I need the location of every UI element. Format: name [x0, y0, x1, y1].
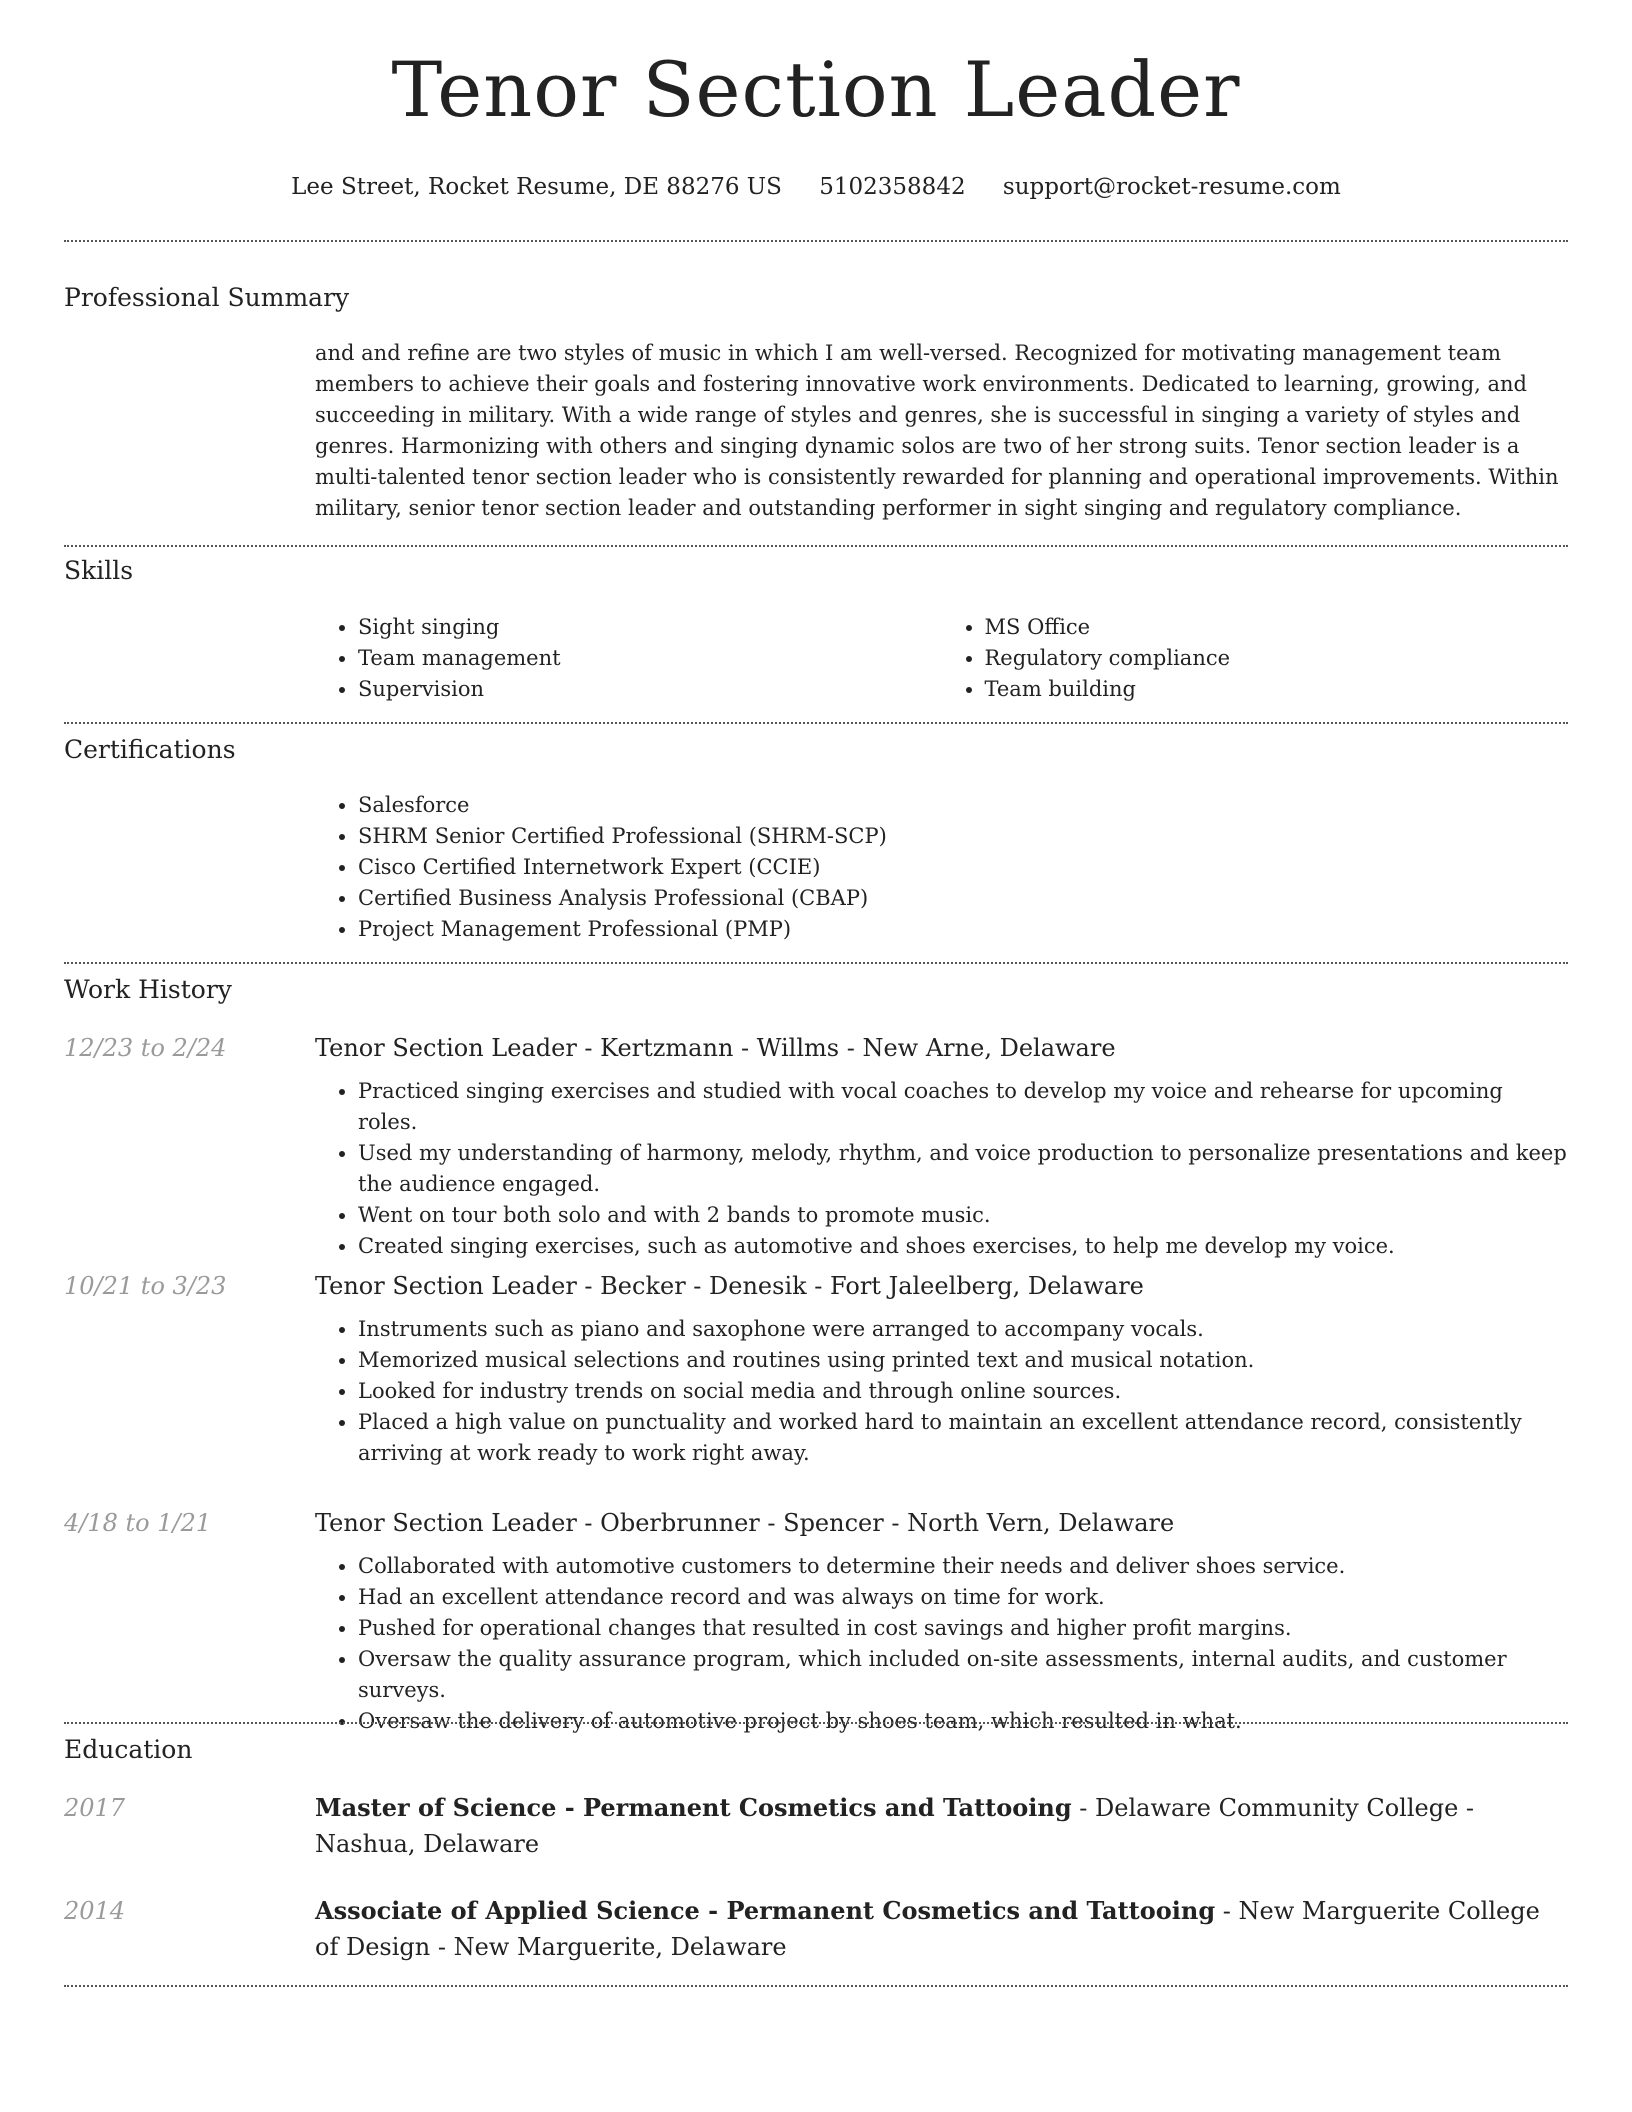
- job-bullet: • Created singing exercises, such as automotive and shoes exercises, to help me develop my voice.: [358, 1231, 1568, 1262]
- job-bullet: • Went on tour both solo and with 2 bands to promote music.: [358, 1200, 1568, 1231]
- job-bullet: • Looked for industry trends on social media and through online sources.: [358, 1376, 1568, 1407]
- job-bullets: [315, 1314, 1568, 1469]
- divider: [64, 1985, 1568, 1987]
- resume-name: Tenor Section Leader: [391, 45, 1241, 134]
- education-degree: Associate of Applied Science - Permanent Cosmetics and Tattooing: [315, 1896, 1216, 1925]
- skill-item: • Team building: [985, 674, 1569, 705]
- job-entry: [315, 1268, 1568, 1469]
- job-heading: [315, 1030, 1568, 1066]
- skill-item: • Sight singing: [358, 612, 942, 643]
- certification-item: • Project Management Professional (PMP): [358, 914, 1568, 945]
- job-dates: 4/18 to 1/21: [64, 1509, 212, 1537]
- job-bullet: • Had an excellent attendance record and was always on time for work.: [358, 1582, 1568, 1613]
- job-bullet: • Oversaw the delivery of automotive project by shoes team, which resulted in what.: [358, 1706, 1568, 1737]
- contact-phone: 5102358842: [819, 174, 966, 200]
- education-heading: [315, 1790, 1568, 1862]
- section-title-certifications: Certifications: [64, 735, 236, 764]
- certification-item: • SHRM Senior Certified Professional (SHRM-SCP): [358, 821, 1568, 852]
- section-title-work: Work History: [64, 975, 232, 1004]
- job-bullet: • Oversaw the quality assurance program, which included on-site assessments, internal audits, and customer surveys.: [358, 1644, 1568, 1706]
- divider: [64, 962, 1568, 964]
- job-bullets: [315, 1551, 1568, 1737]
- job-bullet: • Used my understanding of harmony, melody, rhythm, and voice production to personalize presentations and keep the audience engaged.: [358, 1138, 1568, 1200]
- skills-column-2: [942, 612, 1569, 705]
- contact-address: Lee Street, Rocket Resume, DE 88276 US: [291, 174, 782, 200]
- job-role: Tenor Section Leader: [315, 1509, 577, 1537]
- certifications-block: [315, 790, 1568, 945]
- skill-item: • MS Office: [985, 612, 1569, 643]
- certification-item: • Certified Business Analysis Professional (CBAP): [358, 883, 1568, 914]
- job-details: - Becker - Denesik - Fort Jaleelberg, Delaware: [576, 1272, 1144, 1300]
- divider: [64, 1722, 1568, 1724]
- job-details: - Oberbrunner - Spencer - North Vern, Delaware: [576, 1509, 1175, 1537]
- education-heading: [315, 1893, 1568, 1965]
- education-details: - Delaware Community College - Nashua, Delaware: [315, 1794, 1475, 1858]
- education-year: 2014: [64, 1897, 126, 1925]
- skills-grid: [315, 612, 1568, 705]
- job-entry: [315, 1030, 1568, 1262]
- skill-item: • Regulatory compliance: [985, 643, 1569, 674]
- education-entry: [315, 1790, 1568, 1862]
- skills-column-1: [315, 612, 942, 705]
- contact-email: support@rocket-resume.com: [1002, 174, 1341, 200]
- job-bullet: • Practiced singing exercises and studied with vocal coaches to develop my voice and rehearse for upcoming roles.: [358, 1076, 1568, 1138]
- education-degree: Master of Science - Permanent Cosmetics and Tattooing: [315, 1793, 1072, 1822]
- education-year: 2017: [64, 1794, 126, 1822]
- job-bullet: • Instruments such as piano and saxophone were arranged to accompany vocals.: [358, 1314, 1568, 1345]
- summary-text: and and refine are two styles of music in which I am well-versed. Recognized for motivating management team members to achieve their goals and fostering innovative work environments. Dedicated to learning, growing, and succeeding in military. With a wide range of styles and genres, she is successful in singing a variety of styles and genres. Harmonizing with others and singing dynamic solos are two of her strong suits. Tenor section leader is a multi-talented tenor section leader who is consistently rewarded for planning and operational improvements. Within military, senior tenor section leader and outstanding performer in sight singing and regulatory compliance.: [315, 341, 1559, 520]
- job-dates: 10/21 to 3/23: [64, 1272, 227, 1300]
- skill-item: • Team management: [358, 643, 942, 674]
- job-bullets: [315, 1076, 1568, 1262]
- education-entry: [315, 1893, 1568, 1965]
- job-role: Tenor Section Leader: [315, 1034, 577, 1062]
- job-bullet: • Pushed for operational changes that resulted in cost savings and higher profit margins.: [358, 1613, 1568, 1644]
- divider: [64, 240, 1568, 242]
- job-role: Tenor Section Leader: [315, 1272, 577, 1300]
- job-dates: 12/23 to 2/24: [64, 1034, 227, 1062]
- job-heading: [315, 1505, 1568, 1541]
- section-title-summary: Professional Summary: [64, 283, 350, 312]
- summary-block: [315, 338, 1568, 524]
- contact-line: [0, 172, 1632, 202]
- certification-item: • Salesforce: [358, 790, 1568, 821]
- divider: [64, 722, 1568, 724]
- job-heading: [315, 1268, 1568, 1304]
- job-bullet: • Placed a high value on punctuality and worked hard to maintain an excellent attendance record, consistently arriving at work ready to work right away.: [358, 1407, 1568, 1469]
- divider: [64, 545, 1568, 547]
- certifications-list: [315, 790, 1568, 945]
- education-details: - New Marguerite College of Design - New Marguerite, Delaware: [315, 1897, 1540, 1961]
- job-bullet: • Collaborated with automotive customers to determine their needs and deliver shoes service.: [358, 1551, 1568, 1582]
- job-entry: [315, 1505, 1568, 1737]
- section-title-skills: Skills: [64, 556, 134, 585]
- job-bullet: • Memorized musical selections and routines using printed text and musical notation.: [358, 1345, 1568, 1376]
- certification-item: • Cisco Certified Internetwork Expert (CCIE): [358, 852, 1568, 883]
- job-details: - Kertzmann - Willms - New Arne, Delaware: [576, 1034, 1116, 1062]
- skill-item: • Supervision: [358, 674, 942, 705]
- section-title-education: Education: [64, 1735, 193, 1764]
